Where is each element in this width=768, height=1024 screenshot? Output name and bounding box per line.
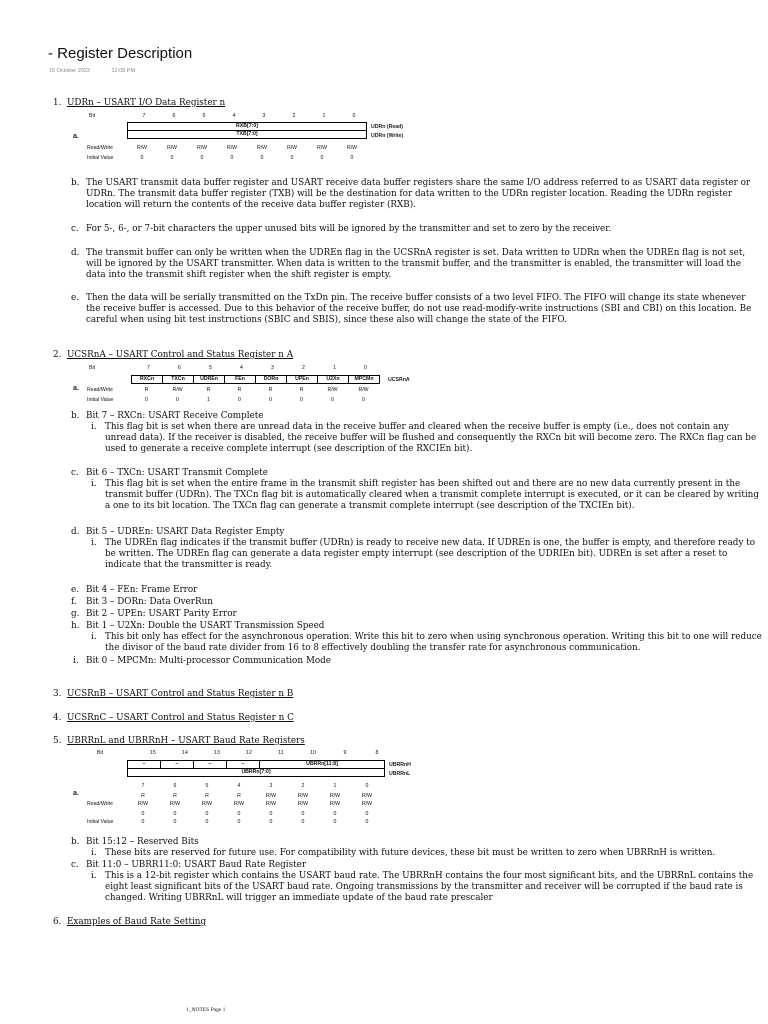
udrn-write-label: UDRn (Write) (371, 133, 404, 139)
init-value: 0 (173, 811, 177, 817)
init-value: 0 (237, 819, 241, 825)
section-title: UBRRnL and UBRRnH – USART Baud Rate Registers (67, 736, 305, 746)
page-footer: 1_NOTES Page 1 (186, 1007, 226, 1013)
rw-value: R (205, 793, 209, 799)
init-value: 0 (362, 397, 365, 403)
bit-label: Bit (89, 113, 96, 119)
figure-label: a. (73, 385, 79, 392)
init-value: 0 (237, 811, 241, 817)
rw-value: R/W (256, 145, 268, 151)
page-meta (49, 66, 155, 77)
init-label: Initial Value (87, 397, 114, 403)
bit-number: 14 (182, 750, 188, 756)
bit-number: 6 (178, 365, 181, 371)
initial-value-row (87, 808, 383, 818)
rw-value: R (237, 793, 241, 799)
rw-value: R/W (137, 801, 149, 807)
init-value: 0 (333, 811, 337, 817)
item-label: c. (71, 860, 79, 870)
init-value: 0 (230, 155, 234, 161)
sub-item-label: i. (91, 422, 97, 432)
init-value: 0 (269, 819, 273, 825)
init-value: 1 (207, 397, 210, 403)
reserved-bit: – (194, 761, 227, 769)
init-value: 0 (300, 397, 303, 403)
bit-number: 13 (214, 750, 220, 756)
ucsrna-rw-table (87, 387, 379, 404)
init-value: 0 (141, 811, 145, 817)
rw-label: Read/Write (87, 145, 113, 151)
init-value: 0 (301, 811, 305, 817)
reserved-bit: – (128, 761, 161, 769)
item-label: b. (71, 837, 80, 847)
rw-value: R (141, 793, 145, 799)
section-title: UCSRnC – USART Control and Status Register n C (67, 713, 294, 723)
bit-label: Bit (97, 750, 104, 756)
item-label: b. (71, 178, 80, 188)
bit-number: 8 (375, 750, 379, 756)
bit-name-u2xn: U2Xn (318, 376, 349, 384)
rw-value: R/W (361, 793, 373, 799)
rw-value: R (268, 387, 273, 393)
read-write-row (87, 790, 383, 800)
section-4-heading (53, 713, 294, 724)
init-value: 0 (333, 819, 337, 825)
init-label: Initial Value (87, 155, 114, 161)
rw-value: R (206, 387, 211, 393)
rxb-field: RXB[7:0] (128, 123, 367, 131)
init-value: 0 (350, 155, 354, 161)
rw-value: R/W (297, 793, 309, 799)
s5-item-c: Bit 11:0 – UBRR11:0: USART Baud Rate Register (86, 860, 307, 870)
s2-item-e: Bit 4 – FEn: Frame Error (86, 585, 198, 595)
page-title: - Register Description (48, 45, 193, 62)
bit-number: 7 (142, 113, 146, 119)
init-value: 0 (140, 155, 144, 161)
init-value: 0 (141, 819, 145, 825)
s2-item-d: Bit 5 – UDREn: USART Data Register Empty (86, 527, 285, 537)
rw-value: R/W (358, 387, 369, 393)
udrn-bit-table (87, 113, 419, 120)
s2-item-g: Bit 2 – UPEn: USART Parity Error (86, 609, 237, 619)
bit-number: 5 (205, 783, 209, 789)
s5-item-c-detail: This is a 12-bit register which contains the USART baud rate. The UBRRnH contains the four most significant bits, and the UBRRnL contains the eight least significant bits of the USART baud rate. Ongoing transmissions by the transmitter and receiver will be corrupted if the baud rate is changed. Writing UBRRnL will trigger an immediate update of the baud rate prescaler (105, 871, 754, 903)
bit-number: 2 (301, 783, 305, 789)
rw-label: Read/Write (87, 801, 113, 807)
bit-number: 1 (322, 113, 326, 119)
init-value: 0 (331, 397, 334, 403)
section-number: 5. (53, 736, 62, 746)
init-value: 0 (290, 155, 294, 161)
read-write-row (87, 387, 379, 394)
s2-item-h-detail: This bit only has effect for the asynchronous operation. Write this bit to zero when using synchronous operation. Writing this bit to one will reduce the divisor of the baud rate divider from 16 to 8 effectively doubling the transfer rate for asynchronous communication. (105, 632, 762, 653)
bit-number: 5 (209, 365, 212, 371)
init-value: 0 (365, 811, 369, 817)
bit-number: 4 (232, 113, 236, 119)
bit-name-mpcmn: MPCMn (349, 376, 380, 384)
rw-value: R/W (297, 801, 309, 807)
ucsrna-register-box (131, 375, 380, 384)
ucsrna-bit-table (87, 365, 381, 372)
rw-value: R/W (265, 801, 277, 807)
item-label: b. (71, 411, 80, 421)
bit-number-row (87, 365, 381, 372)
item-label: f. (71, 597, 77, 607)
item-label: d. (71, 248, 80, 258)
init-value: 0 (176, 397, 179, 403)
rw-value: R/W (196, 145, 208, 151)
ubrrn-high-bit-table (87, 750, 393, 757)
sub-item-label: i. (91, 538, 97, 548)
init-value: 0 (260, 155, 264, 161)
bit-number-row (87, 783, 383, 790)
read-write-row (87, 800, 383, 808)
rw-value: R/W (361, 801, 373, 807)
s5-item-b: Bit 15:12 – Reserved Bits (86, 837, 199, 847)
rw-value: R (237, 387, 242, 393)
figure-label: a. (73, 790, 79, 797)
s2-item-c: Bit 6 – TXCn: USART Transmit Complete (86, 468, 268, 478)
sub-item-label: i. (91, 632, 97, 642)
s2-item-i: Bit 0 – MPCMn: Multi-processor Communication Mode (86, 656, 331, 666)
s1-paragraph-e: Then the data will be serially transmitted on the TxDn pin. The receive buffer consists of a two level FIFO. The FIFO will change its state whenever the receive buffer is accessed. Due to this behavior of the receive buffer, do not use read-modify-write instructions (SBI and CBI) on this location. Be careful when using bit test instructions (SBIC and SBIS), since these also will change the state of the FIFO. (86, 293, 752, 325)
bit-name-udren: UDREn (194, 376, 225, 384)
sub-item-label: i. (91, 848, 97, 858)
init-value: 0 (205, 819, 209, 825)
rw-value: R/W (136, 145, 148, 151)
init-value: 0 (238, 397, 241, 403)
initial-value-row (87, 818, 383, 826)
bit-name-dorn: DORn (256, 376, 287, 384)
ubrrn-register-box (127, 760, 385, 777)
s2-item-b-detail: This flag bit is set when there are unread data in the receive buffer and cleared when the receive buffer is empty (i.e., does not contain any unread data). If the receiver is disabled, the receive buffer will be flushed and consequently the RXCn bit will become zero. The RXCn flag can be used to generate a receive complete interrupt (see description of the RXCIEn bit). (105, 422, 757, 454)
bit-number: 2 (302, 365, 305, 371)
txb-field: TXB[7:0] (128, 131, 367, 139)
ucsrna-label: UCSRnA (388, 377, 410, 383)
bit-number: 3 (271, 365, 274, 371)
bit-number: 3 (269, 783, 273, 789)
init-value: 0 (320, 155, 324, 161)
bit-number: 11 (278, 750, 284, 756)
item-label: d. (71, 527, 80, 537)
s2-item-f: Bit 3 – DORn: Data OverRun (86, 597, 213, 607)
sub-item-label: i. (91, 479, 97, 489)
item-label: c. (71, 224, 79, 234)
bit-number: 0 (365, 783, 369, 789)
read-write-row (87, 145, 367, 152)
section-number: 4. (53, 713, 62, 723)
udrn-rw-table (87, 145, 367, 162)
ubrrnl-label: UBRRnL (389, 771, 411, 777)
bit-number: 7 (141, 783, 145, 789)
item-label: i. (73, 656, 79, 666)
bit-name-fen: FEn (225, 376, 256, 384)
section-3-heading (53, 689, 293, 700)
bit-number: 12 (246, 750, 252, 756)
rw-value: R/W (201, 801, 213, 807)
rw-value: R/W (166, 145, 178, 151)
s5-item-b-detail: These bits are reserved for future use. For compatibility with future devices, these bit must be written to zero when UBRRnH is written. (105, 848, 716, 858)
section-title: UCSRnA – USART Control and Status Register n A (67, 350, 294, 360)
rw-value: R/W (329, 793, 341, 799)
init-value: 0 (205, 811, 209, 817)
init-value: 0 (173, 819, 177, 825)
bit-number-row (87, 750, 393, 757)
bit-number: 0 (352, 113, 356, 119)
section-number: 6. (53, 917, 62, 927)
ubrrn-high-field: UBRRn[11:8] (260, 761, 385, 769)
figure-label: a. (73, 133, 79, 140)
section-title: UCSRnB – USART Control and Status Register n B (67, 689, 294, 699)
item-label: e. (71, 293, 80, 303)
init-value: 0 (269, 397, 272, 403)
section-5-heading (53, 736, 305, 747)
init-value: 0 (170, 155, 174, 161)
rw-value: R/W (346, 145, 358, 151)
item-label: g. (71, 609, 80, 619)
init-label: Initial Value (87, 819, 114, 825)
bit-number: 1 (333, 783, 337, 789)
udrn-read-label: UDRn (Read) (371, 124, 403, 130)
init-value: 0 (301, 819, 305, 825)
bit-number: 6 (172, 113, 176, 119)
rw-value: R (144, 387, 149, 393)
bit-name-rxcn: RXCn (132, 376, 163, 384)
page-date: 15 October 2023 (49, 68, 90, 74)
initial-value-row (87, 152, 367, 162)
rw-value: R (173, 793, 177, 799)
reserved-bit: – (161, 761, 194, 769)
ubrrn-low-bit-table (87, 783, 383, 826)
bit-number: 1 (333, 365, 336, 371)
s2-item-d-detail: The UDREn flag indicates if the transmit buffer (UDRn) is ready to receive new data. If UDREn is one, the buffer is empty, and therefore ready to be written. The UDREn flag can generate a data register empty interrupt (see description of the UDRIEn bit). UDREn is set after a reset to indicate that the transmitter is ready. (105, 538, 756, 570)
bit-label: Bit (89, 365, 96, 371)
init-value: 0 (269, 811, 273, 817)
bit-number: 0 (364, 365, 367, 371)
bit-number: 5 (202, 113, 206, 119)
bit-number: 3 (262, 113, 266, 119)
bit-name-txcn: TXCn (163, 376, 194, 384)
ubrrnh-label: UBRRnH (389, 762, 411, 768)
rw-value: R/W (329, 801, 341, 807)
bit-number: 10 (310, 750, 316, 756)
item-label: c. (71, 468, 79, 478)
s1-paragraph-c: For 5-, 6-, or 7-bit characters the upper unused bits will be ignored by the transmitter and set to zero by the receiver. (86, 224, 612, 234)
section-number: 2. (53, 350, 62, 360)
init-value: 0 (365, 819, 369, 825)
bit-number-row (87, 113, 419, 120)
rw-label: Read/Write (87, 387, 113, 393)
bit-number: 4 (240, 365, 243, 371)
bit-number: 4 (237, 783, 241, 789)
init-value: 0 (200, 155, 204, 161)
section-title: Examples of Baud Rate Setting (67, 917, 207, 927)
reserved-bit: – (227, 761, 260, 769)
bit-number: 2 (292, 113, 296, 119)
rw-value: R/W (265, 793, 277, 799)
rw-value: R/W (233, 801, 245, 807)
section-2-heading (53, 350, 293, 361)
init-value: 0 (145, 397, 148, 403)
bit-number: 15 (150, 750, 156, 756)
section-title: UDRn – USART I/O Data Register n (67, 98, 226, 108)
rw-value: R/W (286, 145, 298, 151)
item-label: e. (71, 585, 80, 595)
rw-value: R/W (327, 387, 338, 393)
s1-paragraph-b: The USART transmit data buffer register and USART receive data buffer registers share the same I/O address referred to as USART data register or UDRn. The transmit data buffer register (TXB) will be the destination for data written to the UDRn register location. Reading the UDRn register location will return the contents of the receive data buffer register (RXB). (86, 178, 751, 210)
s2-item-b: Bit 7 – RXCn: USART Receive Complete (86, 411, 264, 421)
rw-value: R/W (316, 145, 328, 151)
rw-value: R (299, 387, 304, 393)
s1-paragraph-d: The transmit buffer can only be written when the UDREn flag in the UCSRnA register is set. Data written to UDRn when the UDREn flag is not set, will be ignored by the USART transmitter. When data is written to the transmit buffer, and the transmitter is enabled, the transmitter will load the data into the transmit shift register when the shift register is empty. (86, 248, 746, 280)
section-number: 1. (53, 98, 62, 108)
udrn-register-box (127, 122, 367, 139)
rw-value: R/W (172, 387, 183, 393)
item-label: h. (71, 621, 80, 631)
rw-value: R/W (226, 145, 238, 151)
sub-item-label: i. (91, 871, 97, 881)
s2-item-c-detail: This flag bit is set when the entire frame in the transmit shift register has been shifted out and there are no new data currently present in the transmit buffer (UDRn). The TXCn flag bit is automatically cleared when a transmit complete interrupt is executed, or it can be cleared by writing a one to its bit location. The TXCn flag can generate a transmit complete interrupt (see description of the TXCIEn bit). (105, 479, 759, 511)
section-6-heading (53, 917, 206, 928)
ubrrn-low-field: UBRRn[7:0] (128, 769, 385, 777)
section-1-heading (53, 98, 225, 109)
rw-value: R/W (169, 801, 181, 807)
s2-item-h: Bit 1 – U2Xn: Double the USART Transmission Speed (86, 621, 325, 631)
initial-value-row (87, 394, 379, 404)
bit-number: 6 (173, 783, 177, 789)
page-time: 12:08 PM (111, 68, 136, 74)
section-number: 3. (53, 689, 62, 699)
bit-number: 9 (343, 750, 347, 756)
bit-name-upen: UPEn (287, 376, 318, 384)
bit-number: 7 (147, 365, 150, 371)
